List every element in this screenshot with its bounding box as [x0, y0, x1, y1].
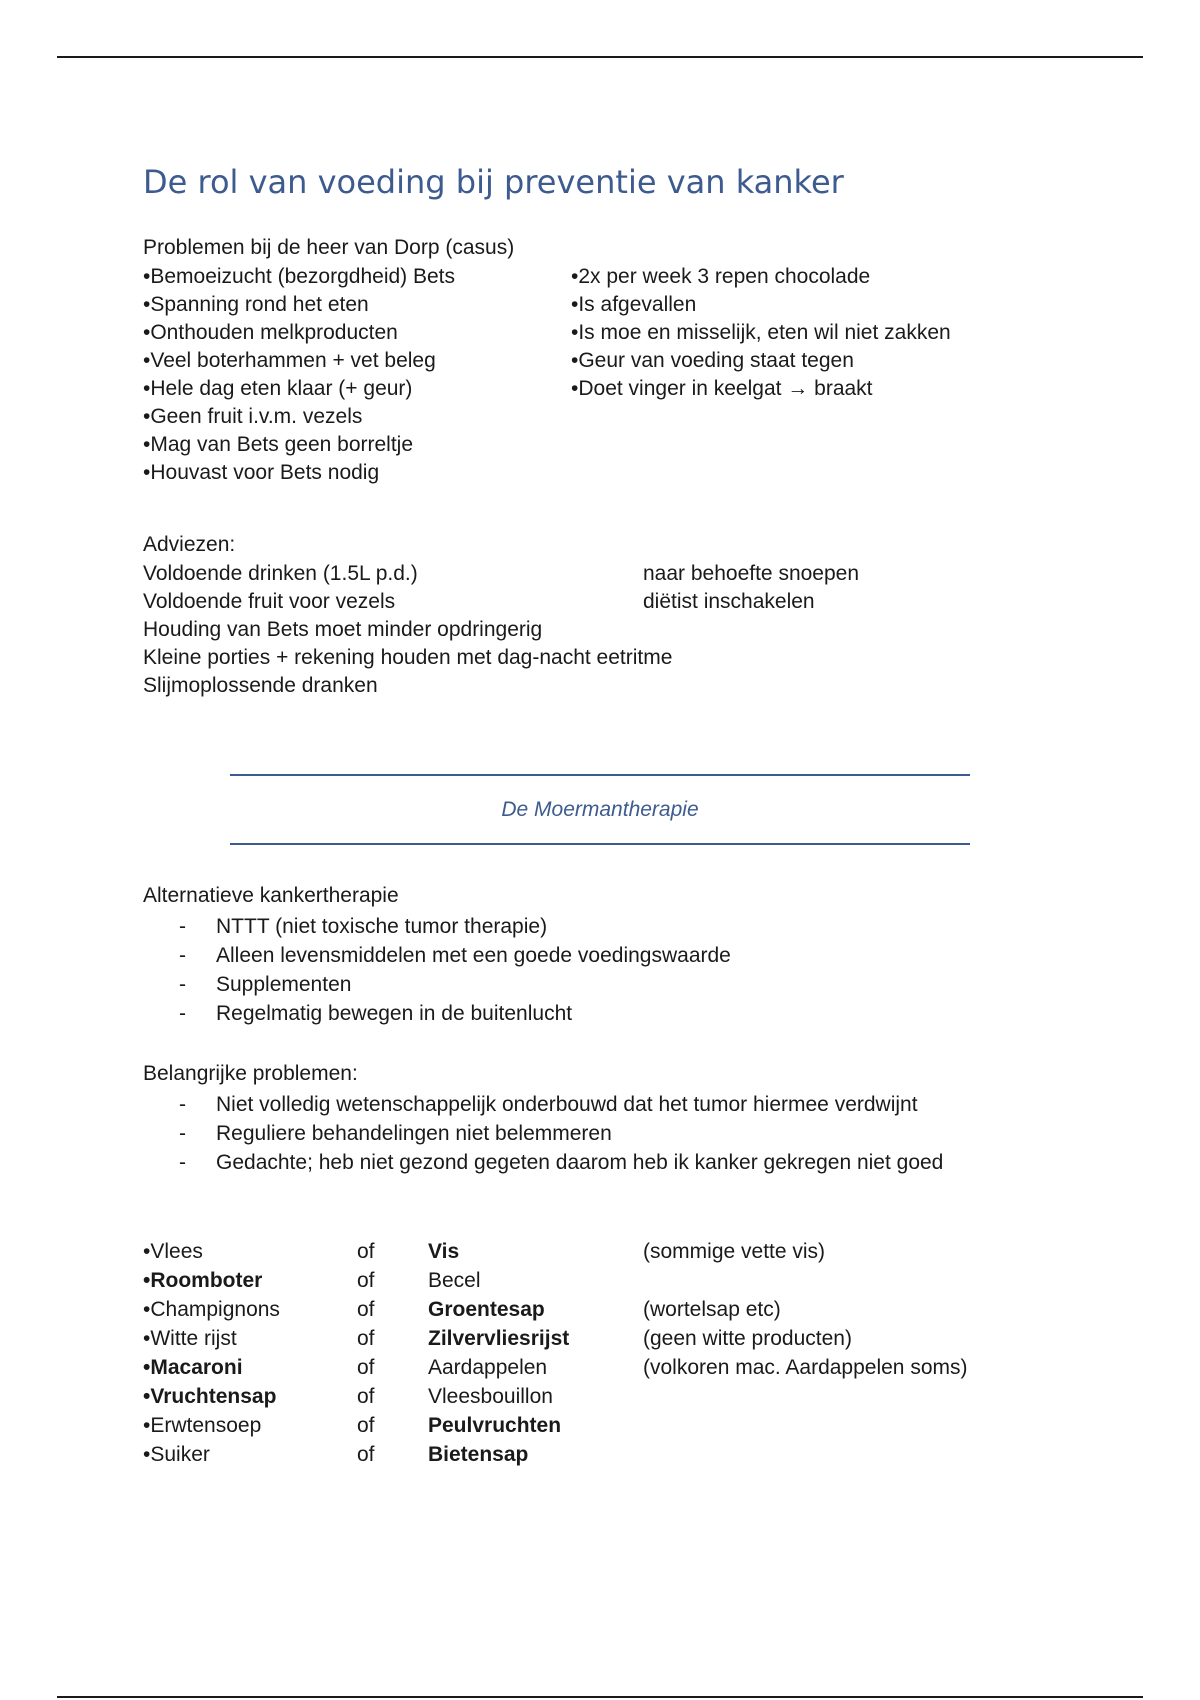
- swap-from: •Vruchtensap: [143, 1385, 277, 1408]
- swap-connector: of: [357, 1240, 375, 1263]
- therapy-list: [143, 912, 731, 1028]
- list-item: •2x per week 3 repen chocolade: [571, 265, 871, 288]
- list-item: •Is afgevallen: [571, 293, 697, 316]
- advice-item: Slijmoplossende dranken: [143, 674, 378, 697]
- swap-from: •Suiker: [143, 1443, 210, 1466]
- therapy-intro: Alternatieve kankertherapie: [143, 884, 399, 907]
- page-bottom-rule: [57, 1696, 1143, 1698]
- list-item: •Houvast voor Bets nodig: [143, 461, 380, 484]
- swap-to: Vis: [428, 1240, 460, 1263]
- list-item: - Reguliere behandelingen niet belemmeren: [143, 1119, 943, 1148]
- advice-right-list: [643, 560, 859, 616]
- list-item: •Doet vinger in keelgat → braakt: [571, 377, 873, 400]
- list-item: - Alleen levensmiddelen met een goede voedingswaarde: [143, 941, 731, 970]
- swap-to: Peulvruchten: [428, 1414, 562, 1437]
- advice-heading: Adviezen:: [143, 533, 236, 556]
- issues-list: [143, 1090, 943, 1177]
- swap-connector: of: [357, 1298, 375, 1321]
- swap-to: Groentesap: [428, 1298, 545, 1321]
- list-item: - Niet volledig wetenschappelijk onderbouwd dat het tumor hiermee verdwijnt: [143, 1090, 943, 1119]
- list-item: •Mag van Bets geen borreltje: [143, 433, 414, 456]
- list-item: •Is moe en misselijk, eten wil niet zakken: [571, 321, 951, 344]
- list-item: •Geen fruit i.v.m. vezels: [143, 405, 363, 428]
- swap-from: •Roomboter: [143, 1269, 263, 1292]
- section-rule-bottom: [230, 843, 970, 845]
- list-item: •Geur van voeding staat tegen: [571, 349, 854, 372]
- list-item: •Spanning rond het eten: [143, 293, 369, 316]
- advice-item: Voldoende fruit voor vezels: [143, 590, 396, 613]
- page-top-rule: [57, 56, 1143, 58]
- swap-to: Becel: [428, 1269, 481, 1292]
- list-item: - Supplementen: [143, 970, 731, 999]
- problems-heading: Problemen bij de heer van Dorp (casus): [143, 236, 515, 259]
- problems-right-list: [571, 263, 951, 403]
- swap-from: •Erwtensoep: [143, 1414, 262, 1437]
- list-item: - Gedachte; heb niet gezond gegeten daarom heb ik kanker gekregen niet goed: [143, 1148, 943, 1177]
- advice-item: naar behoefte snoepen: [643, 562, 860, 585]
- swap-connector: of: [357, 1269, 375, 1292]
- list-item: •Veel boterhammen + vet beleg: [143, 349, 436, 372]
- advice-item: Kleine porties + rekening houden met dag-nacht eetritme: [143, 646, 673, 669]
- swap-from: •Champignons: [143, 1298, 280, 1321]
- swap-connector: of: [357, 1356, 375, 1379]
- swap-to: Aardappelen: [428, 1356, 548, 1379]
- list-item: - NTTT (niet toxische tumor therapie): [143, 912, 731, 941]
- swap-note: (sommige vette vis): [643, 1240, 826, 1263]
- list-item: •Hele dag eten klaar (+ geur): [143, 377, 413, 400]
- advice-left-list: [143, 560, 672, 700]
- swap-from: •Vlees: [143, 1240, 203, 1263]
- swap-note: (volkoren mac. Aardappelen soms): [643, 1356, 968, 1379]
- advice-item: Houding van Bets moet minder opdringerig: [143, 618, 543, 641]
- swap-connector: of: [357, 1385, 375, 1408]
- advice-item: diëtist inschakelen: [643, 590, 815, 613]
- swap-from: •Macaroni: [143, 1356, 243, 1379]
- list-item: •Bemoeizucht (bezorgdheid) Bets: [143, 265, 456, 288]
- issues-heading: Belangrijke problemen:: [143, 1062, 358, 1085]
- list-item: •Onthouden melkproducten: [143, 321, 398, 344]
- problems-left-list: [143, 263, 455, 487]
- swap-connector: of: [357, 1327, 375, 1350]
- swap-to: Zilvervliesrijst: [428, 1327, 570, 1350]
- swap-note: (wortelsap etc): [643, 1298, 781, 1321]
- swap-connector: of: [357, 1443, 375, 1466]
- swap-to: Vleesbouillon: [428, 1385, 553, 1408]
- swap-from: •Witte rijst: [143, 1327, 237, 1350]
- advice-item: Voldoende drinken (1.5L p.d.): [143, 562, 418, 585]
- swap-note: (geen witte producten): [643, 1327, 852, 1350]
- swap-to: Bietensap: [428, 1443, 529, 1466]
- section-title: De Moermantherapie: [501, 798, 699, 821]
- swap-connector: of: [357, 1414, 375, 1437]
- list-item: - Regelmatig bewegen in de buitenlucht: [143, 999, 731, 1028]
- section-rule-top: [230, 774, 970, 776]
- page-title: De rol van voeding bij preventie van kanker: [143, 163, 844, 201]
